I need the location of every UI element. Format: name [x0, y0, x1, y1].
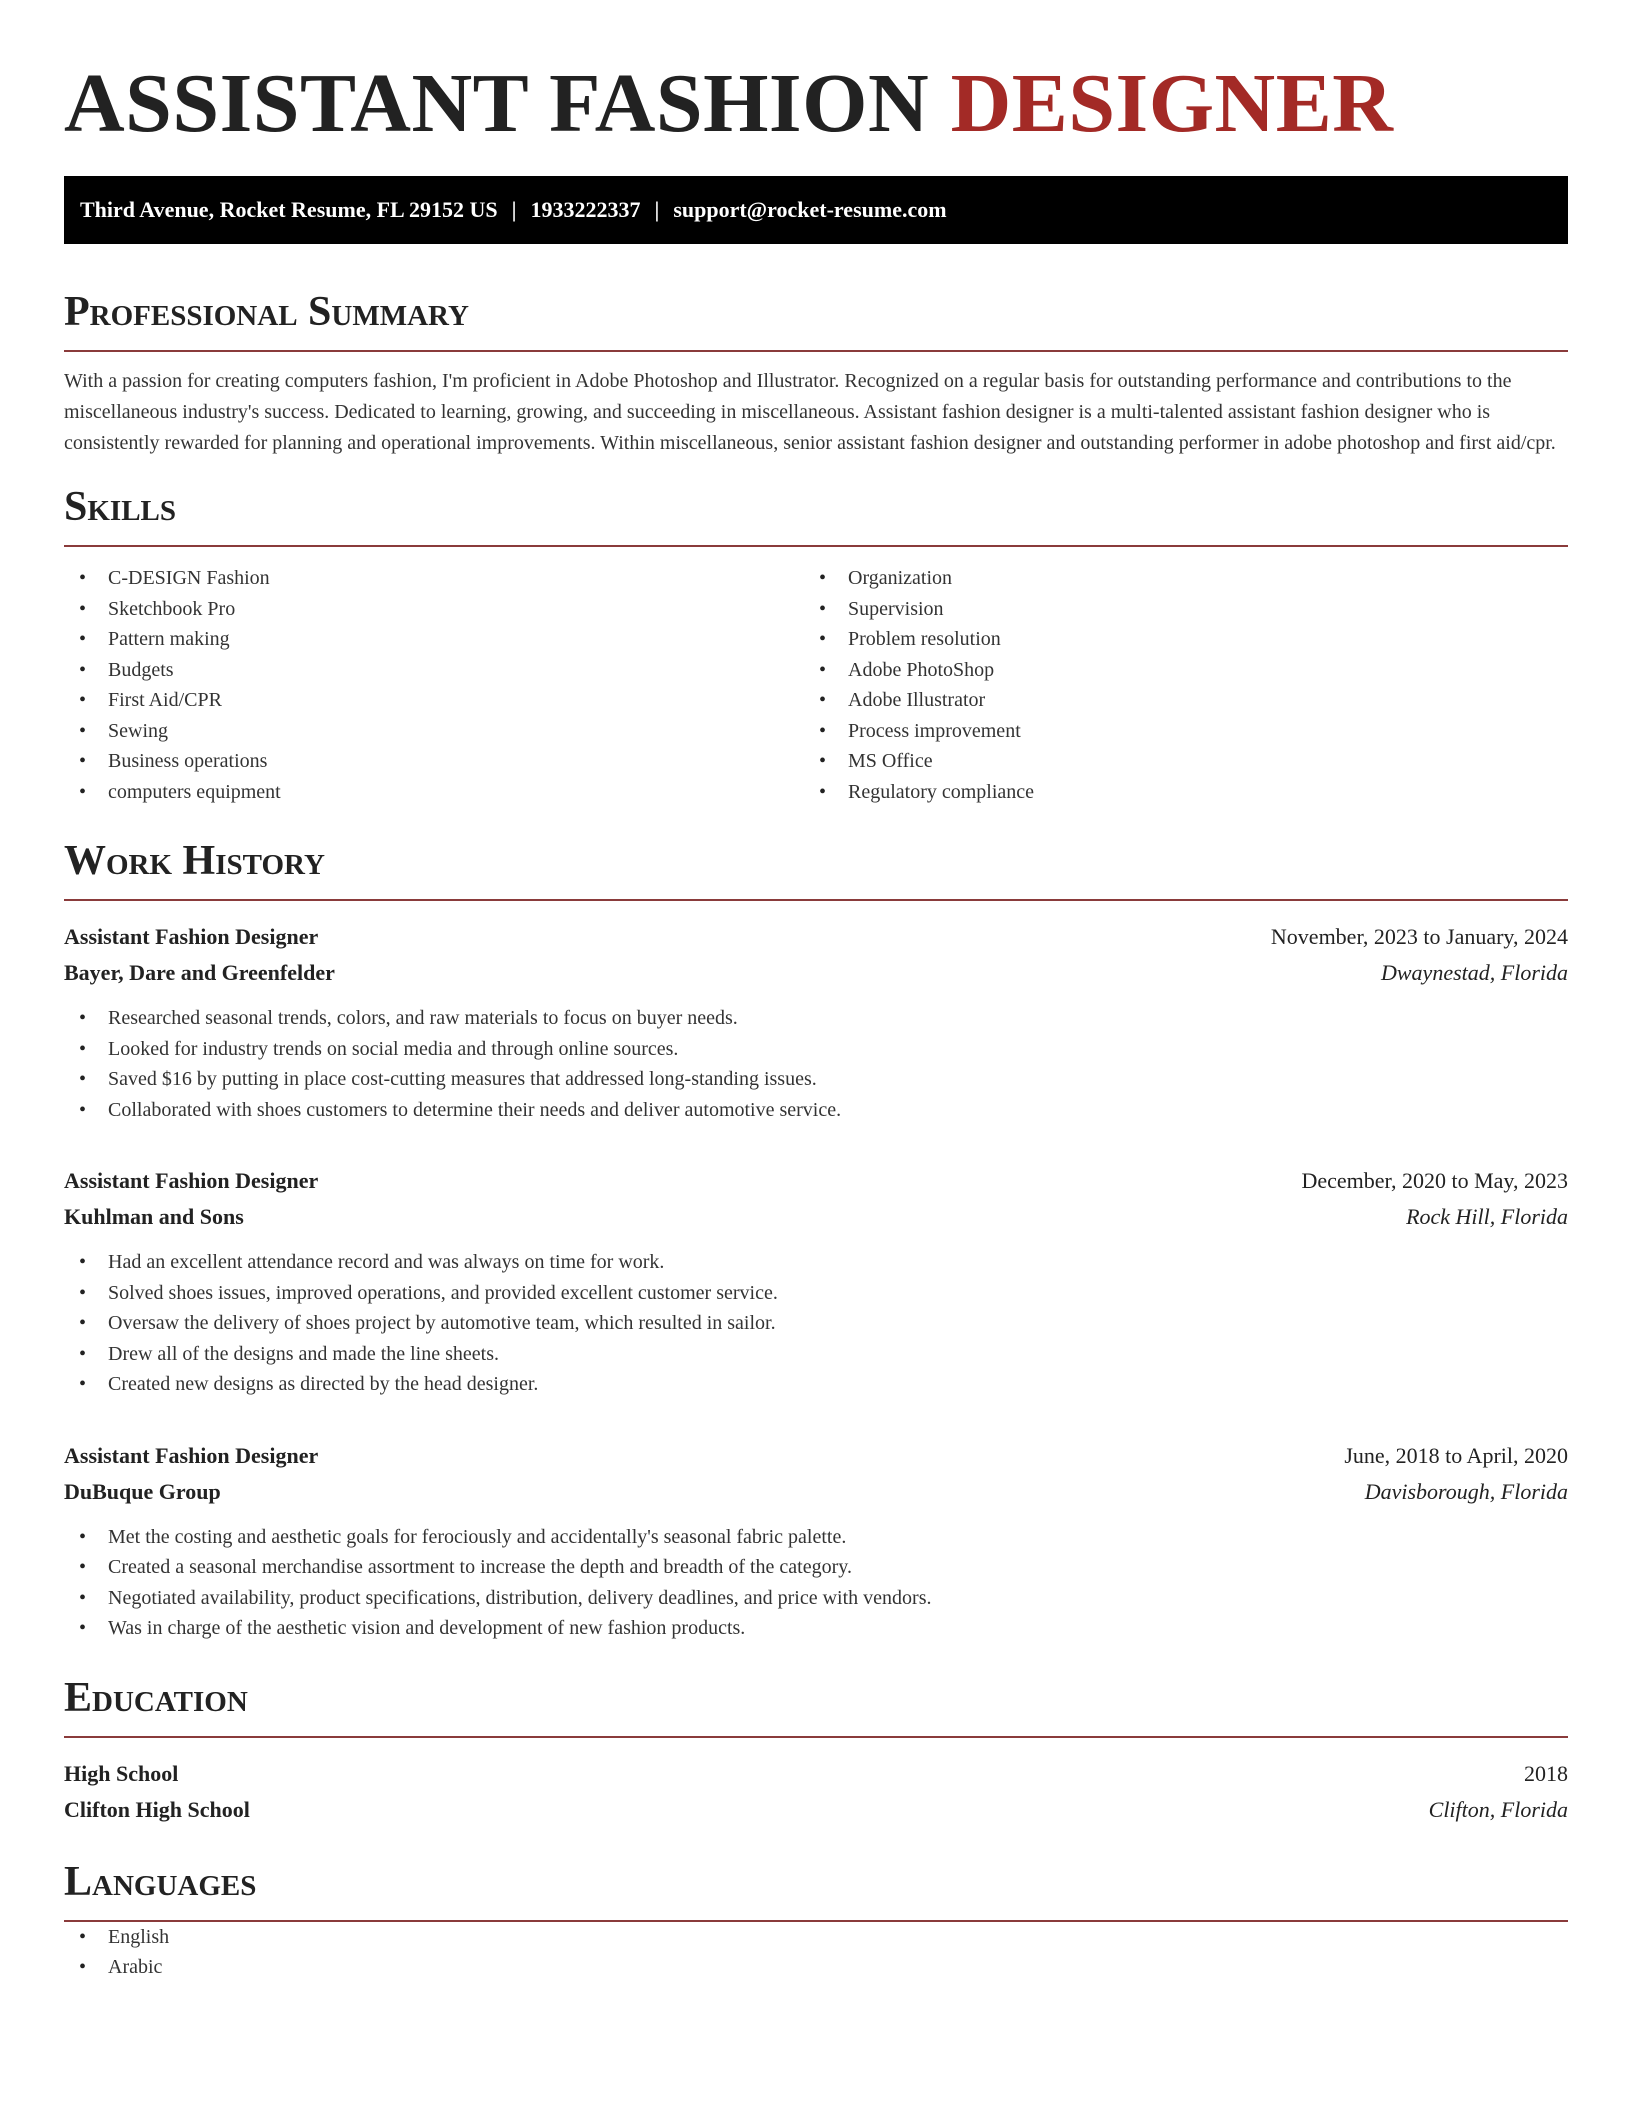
summary-section — [64, 288, 1568, 459]
education-location: Clifton, Florida — [1428, 1796, 1568, 1822]
skill-item: • Budgets — [64, 655, 804, 686]
skills-section — [64, 483, 1568, 807]
languages-section — [64, 1858, 1568, 1983]
skills-right-list — [804, 563, 1544, 807]
skill-item: • MS Office — [804, 746, 1544, 777]
contact-email: support@rocket-resume.com — [673, 197, 947, 222]
skill-item: • Sketchbook Pro — [64, 594, 804, 625]
skill-item: • C-DESIGN Fashion — [64, 563, 804, 594]
work-history-heading: Work History — [64, 838, 325, 884]
job-title: Assistant Fashion Designer — [64, 1168, 319, 1193]
section-divider — [64, 545, 1568, 547]
job-bullet: • Collaborated with shoes customers to determine their needs and deliver automotive service. — [64, 1095, 1568, 1126]
section-divider — [64, 899, 1568, 901]
section-divider — [64, 1736, 1568, 1738]
skill-item: • computers equipment — [64, 777, 804, 808]
job-bullets — [64, 1003, 1568, 1125]
job-bullet: • Created new designs as directed by the head designer. — [64, 1369, 1568, 1400]
contact-address: Third Avenue, Rocket Resume, FL 29152 US — [80, 197, 498, 222]
job-bullet: • Looked for industry trends on social media and through online sources. — [64, 1034, 1568, 1065]
job-title: Assistant Fashion Designer — [64, 1442, 319, 1468]
skill-item: • Problem resolution — [804, 624, 1544, 655]
skills-columns — [64, 563, 1568, 807]
name-accent: DESIGNER — [950, 57, 1394, 150]
languages-heading: Languages — [64, 1858, 257, 1905]
resume-page — [64, 56, 1568, 1983]
contact-separator: | — [511, 197, 517, 222]
education-degree: High School — [64, 1760, 179, 1786]
skill-item: • Adobe Illustrator — [804, 685, 1544, 716]
education-year: 2018 — [1524, 1760, 1568, 1786]
education-section — [64, 1674, 1568, 1828]
skill-item: • Process improvement — [804, 716, 1544, 747]
job-bullet: • Saved $16 by putting in place cost-cutting measures that addressed long-standing issues. — [64, 1064, 1568, 1095]
job-bullet: • Drew all of the designs and made the line sheets. — [64, 1339, 1568, 1370]
job-location: Davisborough, Florida — [1364, 1478, 1568, 1504]
skill-item: • Sewing — [64, 716, 804, 747]
contact-phone: 1933222337 — [530, 197, 641, 222]
job-bullet: • Met the costing and aesthetic goals for ferociously and accidentally's seasonal fabric palette. — [64, 1522, 1568, 1553]
job-bullet: • Created a seasonal merchandise assortment to increase the depth and breadth of the category. — [64, 1552, 1568, 1583]
job-title: Assistant Fashion Designer — [64, 924, 319, 949]
skills-left-list — [64, 563, 804, 807]
skill-item: • Adobe PhotoShop — [804, 655, 1544, 686]
job-bullet: • Negotiated availability, product specifications, distribution, delivery deadlines, and price with vendors. — [64, 1583, 1568, 1614]
skill-item: • Supervision — [804, 594, 1544, 625]
skill-item: • First Aid/CPR — [64, 685, 804, 716]
job-company: Bayer, Dare and Greenfelder — [64, 960, 335, 985]
skill-item: • Regulatory compliance — [804, 777, 1544, 808]
job-company: Kuhlman and Sons — [64, 1204, 244, 1229]
skill-item: • Organization — [804, 563, 1544, 594]
job-bullets — [64, 1247, 1568, 1400]
job-location: Rock Hill, Florida — [1406, 1204, 1568, 1229]
education-entry — [64, 1756, 1568, 1828]
job-entry — [64, 1438, 1568, 1644]
job-dates: November, 2023 to January, 2024 — [1270, 924, 1568, 949]
summary-heading: Professional Summary — [64, 289, 469, 335]
section-divider — [64, 350, 1568, 352]
education-heading: Education — [64, 1674, 248, 1721]
summary-text: With a passion for creating computers fashion, I'm proficient in Adobe Photoshop and Illustrator. Recognized on a regular basis for outstanding performance and contributions to the miscellaneous industry's success. Dedicated to learning, growing, and succeeding in miscellaneous. Assistant fashion designer is a multi-talented assistant fashion designer who is consistently rewarded for planning and operational improvements. Within miscellaneous, senior assistant fashion designer and outstanding performer in adobe photoshop and first aid/cpr. — [64, 370, 1556, 454]
job-entry — [64, 1163, 1568, 1400]
job-bullet: • Solved shoes issues, improved operations, and provided excellent customer service. — [64, 1278, 1568, 1309]
job-location: Dwaynestad, Florida — [1381, 960, 1568, 985]
job-dates: December, 2020 to May, 2023 — [1301, 1168, 1568, 1193]
job-company: DuBuque Group — [64, 1478, 221, 1504]
job-bullet: • Researched seasonal trends, colors, and raw materials to focus on buyer needs. — [64, 1003, 1568, 1034]
skills-heading: Skills — [64, 484, 177, 530]
job-bullet: • Had an excellent attendance record and was always on time for work. — [64, 1247, 1568, 1278]
job-bullet: • Oversaw the delivery of shoes project by automotive team, which resulted in sailor. — [64, 1308, 1568, 1339]
contact-separator: | — [654, 197, 660, 222]
job-entry — [64, 919, 1568, 1125]
education-school: Clifton High School — [64, 1796, 250, 1822]
job-bullet: • Was in charge of the aesthetic vision and development of new fashion products. — [64, 1613, 1568, 1644]
job-bullets — [64, 1522, 1568, 1644]
skill-item: • Pattern making — [64, 624, 804, 655]
work-history-section — [64, 837, 1568, 1644]
job-dates: June, 2018 to April, 2020 — [1344, 1442, 1568, 1468]
resume-name — [64, 56, 1568, 152]
name-main: ASSISTANT FASHION — [64, 57, 930, 150]
languages-list — [64, 1922, 1568, 1983]
language-item: • Arabic — [64, 1952, 1568, 1983]
language-item: • English — [64, 1922, 1568, 1953]
contact-bar — [64, 176, 1568, 244]
skill-item: • Business operations — [64, 746, 804, 777]
